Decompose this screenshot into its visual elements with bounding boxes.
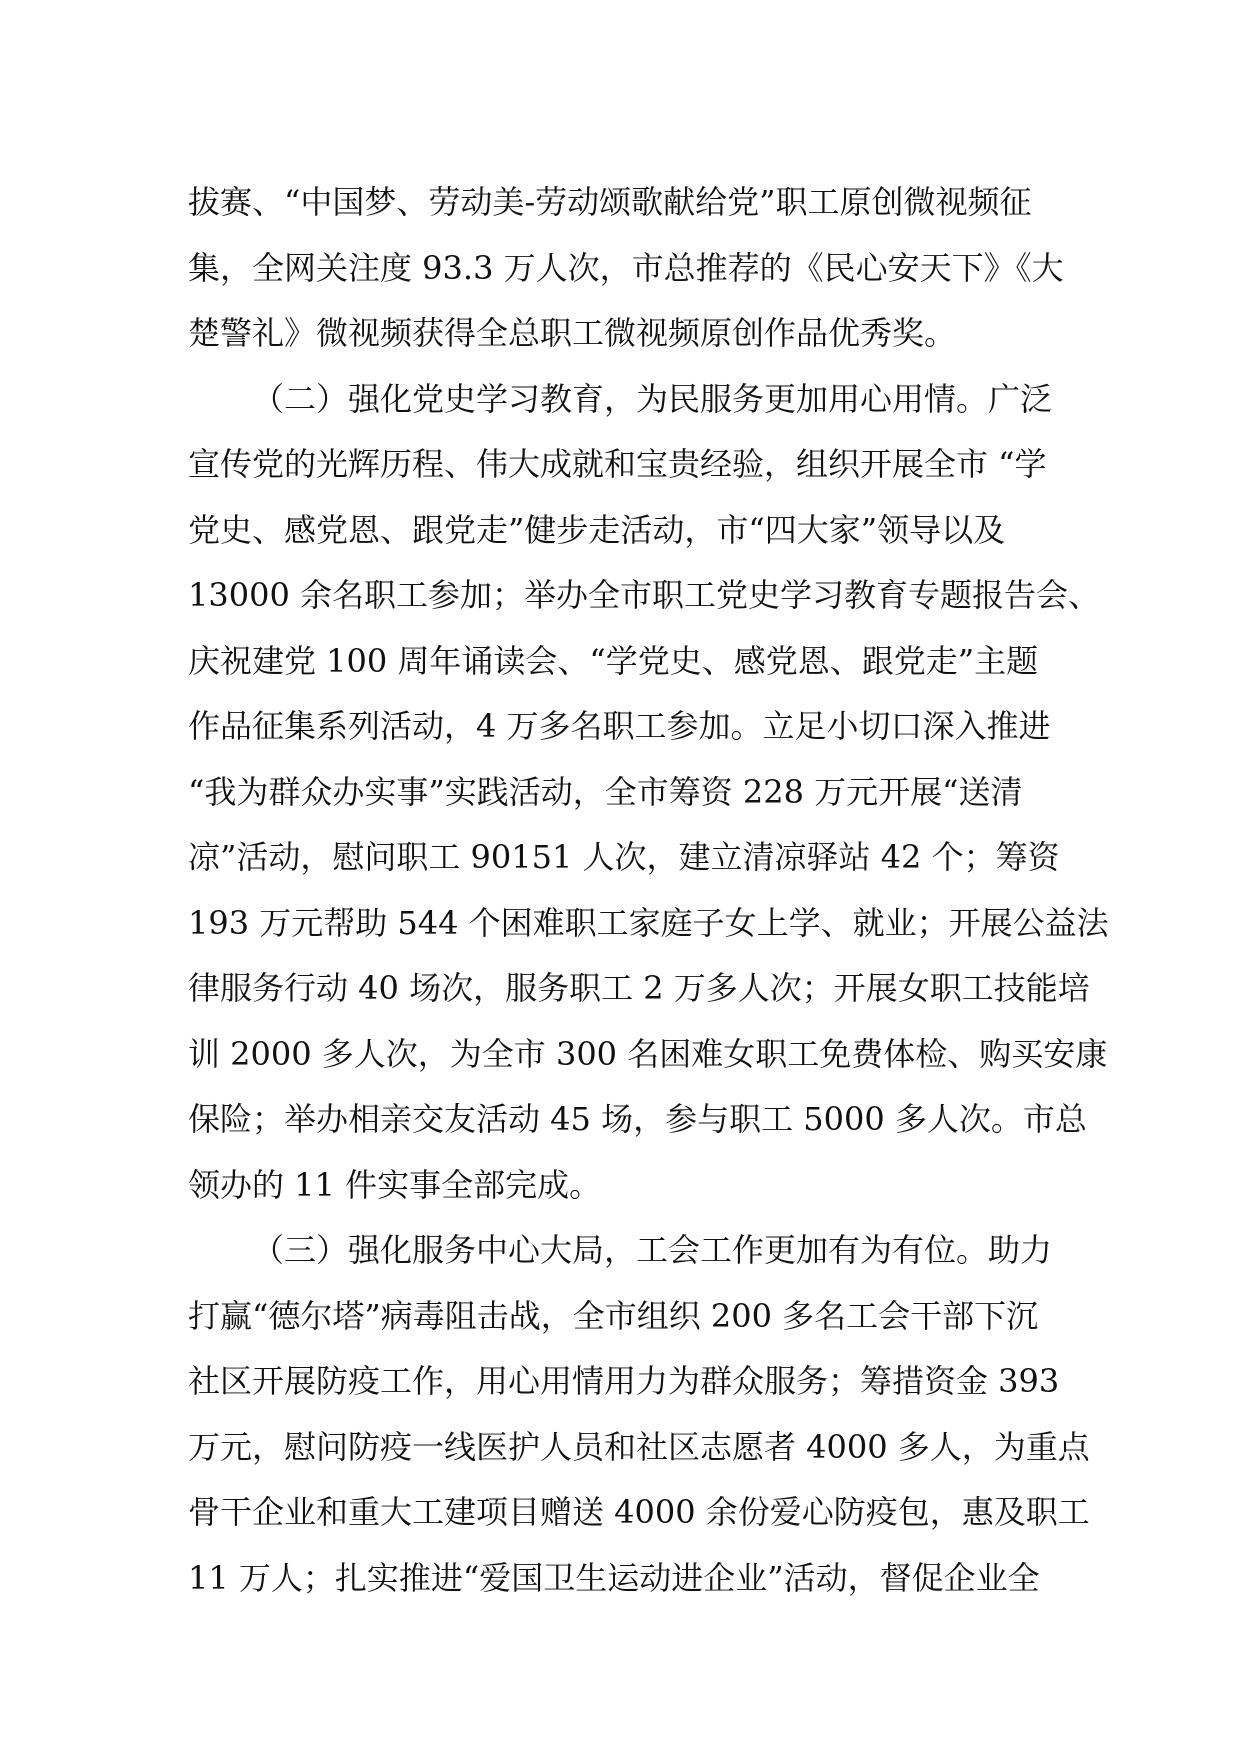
text-line: 保险；举办相亲交友活动 45 场，参与职工 5000 多人次。市总 [188,1100,1087,1138]
text-line: 作品征集系列活动，4 万多名职工参加。立足小切口深入推进 [188,707,1051,745]
text-line: 庆祝建党 100 周年诵读会、“学党史、感党恩、跟党走”主题 [188,641,1039,680]
text-line: 楚警礼》微视频获得全总职工微视频原创作品优秀奖。 [188,314,957,352]
document-body [188,170,1109,1611]
text-line: 社区开展防疫工作，用心用情用力为群众服务；筹措资金 393 [188,1362,1060,1400]
section-heading-line: （二）强化党史学习教育，为民服务更加用心用情。广泛 [252,379,1053,418]
text-line: 律服务行动 40 场次，服务职工 2 万多人次；开展女职工技能培 [188,969,1090,1007]
text-line: “我为群众办实事”实践活动，全市筹资 228 万元开展“送清 [188,772,1023,811]
text-line: 193 万元帮助 544 个困难职工家庭子女上学、就业；开展公益法 [188,903,1109,942]
section-heading-line: （三）强化服务中心大局，工会工作更加有为有位。助力 [252,1231,1053,1269]
text-line: 凉”活动，慰问职工 90151 人次，建立清凉驿站 42 个；筹资 [188,838,1060,876]
text-line: 宣传党的光辉历程、伟大成就和宝贵经验，组织开展全市 “学 [188,445,1047,483]
text-line: 11 万人；扎实推进“爱国卫生运动进企业”活动，督促企业全 [188,1558,1040,1597]
text-line: 集，全网关注度 93.3 万人次，市总推荐的《民心安天下》《大 [188,248,1064,287]
text-line: 万元，慰问防疫一线医护人员和社区志愿者 4000 多人，为重点 [188,1427,1090,1466]
text-line: 拔赛、“中国梦、劳动美-劳动颂歌献给党”职工原创微视频征 [188,183,1032,221]
text-line: 骨干企业和重大工建项目赠送 4000 余份爱心防疫包，惠及职工 [188,1493,1090,1531]
text-line: 训 2000 多人次，为全市 300 名困难女职工免费体检、购买安康 [188,1034,1108,1073]
text-line: 领办的 11 件实事全部完成。 [188,1165,602,1204]
text-line: 党史、感党恩、跟党走”健步走活动，市“四大家”领导以及 [188,510,1006,549]
text-line: 打赢“德尔塔”病毒阻击战，全市组织 200 多名工会干部下沉 [188,1296,1039,1335]
text-line: 13000 余名职工参加；举办全市职工党史学习教育专题报告会、 [188,576,1100,614]
